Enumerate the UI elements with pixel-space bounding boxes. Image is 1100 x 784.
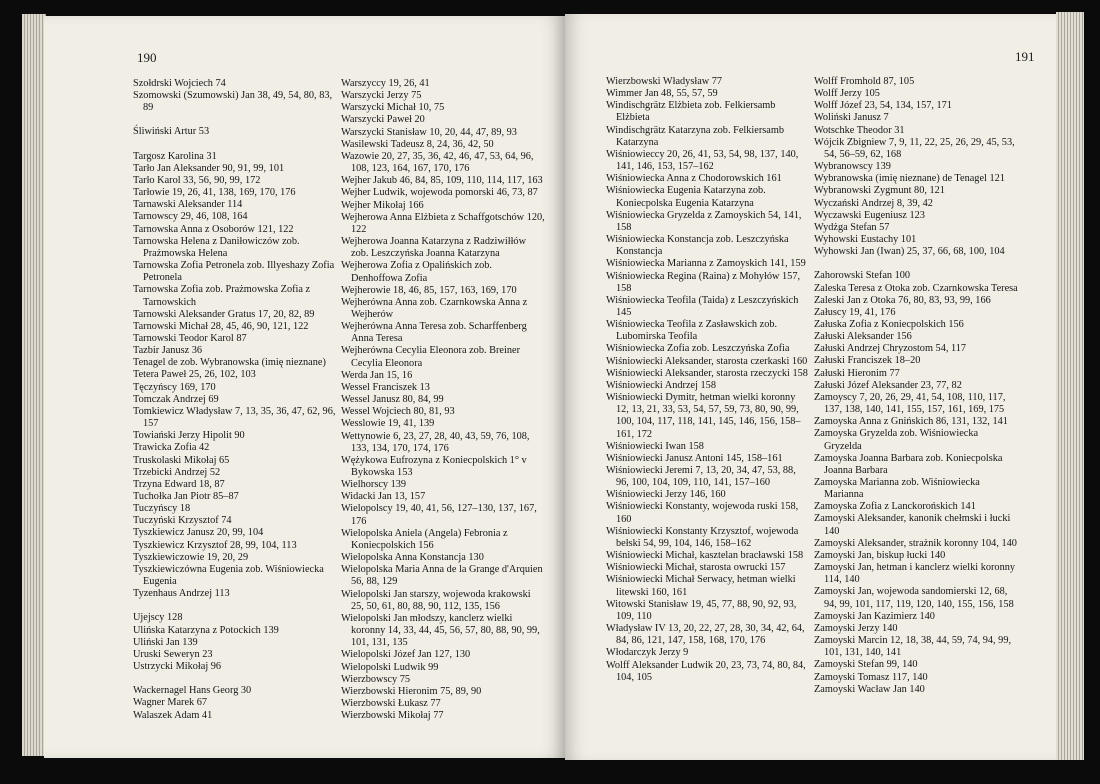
index-entry: Tarnowska Zofia Petronela zob. Illyeshazy Zofia Petronela [133,260,335,284]
index-entry: Wiśniowiecki Konstanty, wojewoda ruski 158, 160 [606,501,799,525]
index-entry: Załuska Zofia z Koniecpolskich 156 [814,318,964,330]
index-entry: Wasilewski Tadeusz 8, 24, 36, 42, 50 [341,138,494,150]
index-entry: Tarnowski Michał 28, 45, 46, 90, 121, 122 [133,320,309,332]
index-entry: Tazbir Janusz 36 [133,345,203,357]
index-entry: Władysław IV 13, 20, 22, 27, 28, 30, 34, 42, 64, 84, 86, 121, 147, 158, 168, 170, 176 [606,623,805,647]
index-gap [814,258,1018,270]
index-entry: Tarło Karol 33, 56, 90, 99, 172 [133,174,261,186]
index-entry: Windischgrätz Katarzyna zob. Felkiersamb Katarzyna [606,124,784,148]
index-gap [133,673,337,685]
index-entry: Wolff Jerzy 105 [814,88,880,100]
index-entry: Tarnowska Zofia zob. Prażmowska Zofia z Tarnowskich [133,284,311,308]
index-entry: Ujejscy 128 [133,612,183,624]
index-entry: Zamoyski Jerzy 140 [814,622,898,634]
index-entry: Warszycki Jerzy 75 [341,90,422,102]
index-entry: Wielopolski Jan młodszy, kanclerz wielki koronny 14, 33, 44, 45, 56, 57, 80, 88, 90, 99, 101, 131, 135 [341,612,540,649]
index-entry: Tetera Paweł 25, 26, 102, 103 [133,369,256,381]
index-entry: Wejherówna Cecylia Eleonora zob. Breiner Cecylia Eleonora [341,345,521,369]
index-entry: Włodarczyk Jerzy 9 [606,647,689,659]
index-entry: Wielhorscy 139 [341,479,407,491]
page-number-right: 191 [1015,49,1035,64]
index-entry: Wessel Wojciech 80, 81, 93 [341,406,455,418]
index-entry: Werda Jan 15, 16 [341,369,413,381]
index-entry: Wierzbowski Łukasz 77 [341,697,441,709]
index-entry: Tarnowscy 29, 46, 108, 164 [133,211,248,223]
index-entry: Załuski Józef Aleksander 23, 77, 82 [814,379,962,391]
index-entry: Wójcik Zbigniew 7, 9, 11, 22, 25, 26, 29, 45, 53, 54, 56–59, 62, 168 [814,136,1015,160]
index-entry: Wielopolska Anna Konstancja 130 [341,552,484,564]
index-entry: Tyszkiewicz Krzysztof 28, 99, 104, 113 [133,539,297,551]
index-entry: Witowski Stanisław 19, 45, 77, 88, 90, 92, 93, 109, 110 [606,598,797,622]
index-entry: Wierzbowski Mikołaj 77 [341,710,444,722]
index-entry: Wybranowscy 139 [814,161,891,173]
index-entry: Wiśniowiecki Michał, starosta owrucki 157 [606,562,786,574]
index-entry: Trawicka Zofia 42 [133,442,210,454]
index-entry: Wydżga Stefan 57 [814,221,890,233]
left-page-edges [22,14,46,756]
index-entry: Szomowski (Szumowski) Jan 38, 49, 54, 80, 83, 89 [133,90,333,114]
index-entry: Wielopolski Józef Jan 127, 130 [341,649,471,661]
index-entry: Wiśniowiecka Regina (Raina) z Mohyłów 157, 158 [606,270,801,294]
index-entry: Wielopolscy 19, 40, 41, 56, 127–130, 137, 167, 176 [341,503,537,527]
index-entry: Wejherowie 18, 46, 85, 157, 163, 169, 170 [341,284,517,296]
index-entry: Wiśniowiecki Andrzej 158 [606,379,716,391]
index-entry: Wazowie 20, 27, 35, 36, 42, 46, 47, 53, 64, 96, 108, 123, 164, 167, 170, 176 [341,150,534,175]
index-entry: Wessel Janusz 80, 84, 99 [341,394,444,406]
index-entry: Woliński Janusz 7 [814,112,889,124]
index-entry: Zamoyski Jan, biskup łucki 140 [814,549,946,561]
index-column-right-1 [606,76,810,684]
index-entry: Załuski Hieronim 77 [814,367,900,379]
index-entry: Zamoyska Zofia z Lanckorońskich 141 [814,501,976,513]
index-entry: Wybranowski Zygmunt 80, 121 [814,185,945,197]
index-entry: Wiśniowiecka Konstancja zob. Leszczyńska Konstancja [606,234,789,258]
index-entry: Zamoyski Aleksander, strażnik koronny 104, 140 [814,537,1017,549]
index-entry: Tarnowski Aleksander Gratus 17, 20, 82, 89 [133,308,315,320]
index-entry: Załuski Andrzej Chryzostom 54, 117 [814,343,967,355]
index-entry: Wiśniowiecka Zofia zob. Leszczyńska Zofia [606,343,790,355]
index-entry: Ulińska Katarzyna z Potockich 139 [133,624,279,636]
index-entry: Tyszkiewiczówna Eugenia zob. Wiśniowiecka Eugenia [133,563,324,588]
index-entry: Zamoyski Jan Kazimierz 140 [814,610,935,622]
index-column-left-2 [341,78,545,722]
index-entry: Tarnawski Aleksander 114 [133,199,243,211]
index-entry: Załuscy 19, 41, 176 [814,306,896,318]
index-entry: Zamoyska Anna z Gnińskich 86, 131, 132, 141 [814,416,1008,428]
index-entry: Wiśniowiecki Michał Serwacy, hetman wielki litewski 160, 161 [606,574,796,598]
index-entry: Wiśniowiecka Anna z Chodorowskich 161 [606,173,782,185]
index-entry: Wyczawski Eugeniusz 123 [814,209,925,221]
index-entry: Szołdrski Wojciech 74 [133,78,226,89]
index-entry: Wiśniowiecki Janusz Antoni 145, 158–161 [606,452,783,464]
index-entry: Wagner Marek 67 [133,697,208,709]
index-entry: Wejherówna Anna Teresa zob. Scharffenberg Anna Teresa [341,321,527,345]
index-entry: Tyzenhaus Andrzej 113 [133,588,230,600]
index-entry: Tyszkiewicz Janusz 20, 99, 104 [133,527,264,539]
index-entry: Walaszek Adam 41 [133,709,213,721]
index-entry: Zaleski Jan z Otoka 76, 80, 83, 93, 99, 166 [814,294,991,306]
index-entry: Ustrzycki Mikołaj 96 [133,661,222,673]
index-entry: Warszycki Paweł 20 [341,114,425,126]
index-entry: Zamoyski Jan, wojewoda sandomierski 12, 68, 94, 99, 101, 117, 119, 120, 140, 155, 156, 158 [814,586,1014,610]
index-entry: Tyszkiewiczowie 19, 20, 29 [133,551,249,563]
index-entry: Tuczyński Krzysztof 74 [133,515,232,527]
index-entry: Wiśniowieccy 20, 26, 41, 53, 54, 98, 137, 140, 141, 146, 153, 157–162 [606,148,799,173]
index-entry: Wejher Jakub 46, 84, 85, 109, 110, 114, 117, 163 [341,175,543,187]
index-entry: Tęczyńscy 169, 170 [133,381,216,393]
index-entry: Zamoyski Wacław Jan 140 [814,683,925,695]
index-entry: Zamoyska Joanna Barbara zob. Koniecpolska Joanna Barbara [814,452,1003,476]
index-gap [133,600,337,612]
index-entry: Wesslowie 19, 41, 139 [341,418,435,430]
index-entry: Wężykowa Eufrozyna z Koniecpolskich 1° v Bykowska 153 [341,454,527,478]
index-entry: Wejherówna Anna zob. Czarnkowska Anna z Wejherów [341,296,528,320]
index-entry: Wiśniowiecki Jerzy 146, 160 [606,489,726,501]
index-entry: Wierzbowscy 75 [341,673,411,685]
index-entry: Tomkiewicz Władysław 7, 13, 35, 36, 47, 62, 96, 157 [133,405,336,430]
index-entry: Zamoyski Marcin 12, 18, 38, 44, 59, 74, 94, 99, 101, 131, 140, 141 [814,635,1012,659]
index-entry: Warszycki Michał 10, 75 [341,102,445,114]
index-entry: Warszyccy 19, 26, 41 [341,78,430,89]
index-entry: Wiśniowiecki Jeremi 7, 13, 20, 34, 47, 53, 88, 96, 100, 104, 109, 110, 141, 157–160 [606,465,796,489]
index-entry: Wiśniowiecki Aleksander, starosta rzeczycki 158 [606,367,808,379]
index-entry: Tarnowski Teodor Karol 87 [133,332,247,344]
page-number-left: 190 [137,50,157,65]
index-entry: Wyhowski Jan (Iwan) 25, 37, 66, 68, 100, 104 [814,246,1005,258]
index-entry: Wolff Fromhold 87, 105 [814,76,915,87]
index-entry: Wiśniowiecka Eugenia Katarzyna zob. Koniecpolska Eugenia Katarzyna [606,185,766,209]
index-entry: Załuski Aleksander 156 [814,331,912,343]
index-entry: Tuczyńscy 18 [133,503,191,515]
index-entry: Śliwiński Artur 53 [133,126,210,138]
index-entry: Wyczański Andrzej 8, 39, 42 [814,197,933,209]
index-entry: Tarnowska Helena z Daniłowiczów zob. Prażmowska Helena [133,235,300,259]
index-entry: Wielopolski Ludwik 99 [341,661,439,673]
index-entry: Zaleska Teresa z Otoka zob. Czarnkowska Teresa [814,282,1018,294]
index-entry: Uliński Jan 139 [133,636,198,648]
index-entry: Zamoyski Tomasz 117, 140 [814,671,928,683]
index-entry: Targosz Karolina 31 [133,150,217,162]
index-entry: Wybranowska (imię nieznane) de Tenagel 121 [814,173,1005,185]
index-gap [133,114,337,126]
index-entry: Widacki Jan 13, 157 [341,491,426,503]
index-column-right-2 [814,76,1018,696]
index-entry: Zamoyscy 7, 20, 26, 29, 41, 54, 108, 110, 117, 137, 138, 140, 141, 155, 157, 161, 169, 175 [814,391,1006,416]
index-entry: Wiśniowiecka Teofila z Zasławskich zob. Lubomirska Teofila [606,319,778,343]
index-entry: Wimmer Jan 48, 55, 57, 59 [606,88,718,100]
index-entry: Wiśniowiecki Aleksander, starosta czerkaski 160 [606,355,808,367]
index-entry: Wejher Ludwik, wojewoda pomorski 46, 73, 87 [341,187,538,199]
index-entry: Wotschke Theodor 31 [814,124,905,136]
index-entry: Wejherowa Joanna Katarzyna z Radziwiłłów zob. Leszczyńska Joanna Katarzyna [341,236,527,260]
index-entry: Wielopolski Jan starszy, wojewoda krakowski 25, 50, 61, 80, 88, 90, 112, 135, 156 [341,588,531,612]
index-entry: Tenagel de zob. Wybranowska (imię nieznane) [133,357,326,369]
index-entry: Wiśniowiecki Dymitr, hetman wielki koronny 12, 13, 21, 33, 53, 54, 57, 59, 73, 80, 90, 99, 100, 104, 117, 118, 141, 145, 146, 156, 158–161, 172 [606,392,801,440]
index-entry: Wejherowa Anna Elżbieta z Schaffgotschów 120, 122 [341,211,545,235]
index-entry: Zamoyska Gryzelda zob. Wiśniowiecka Gryzelda [814,428,979,452]
index-entry: Załuski Franciszek 18–20 [814,355,921,367]
index-entry: Zamoyski Aleksander, kanonik chełmski i łucki 140 [814,513,1011,537]
index-entry: Zamoyski Jan, hetman i kanclerz wielki koronny 114, 140 [814,562,1016,586]
index-entry: Uruski Seweryn 23 [133,648,213,660]
index-entry: Zamoyska Marianna zob. Wiśniowiecka Marianna [814,477,980,501]
index-entry: Tarło Jan Aleksander 90, 91, 99, 101 [133,162,285,174]
index-entry: Tuchołka Jan Piotr 85–87 [133,491,239,502]
index-entry: Zahorowski Stefan 100 [814,270,911,282]
left-page [44,16,565,758]
index-entry: Towiański Jerzy Hipolit 90 [133,430,245,442]
index-entry: Wiśniowiecka Gryzelda z Zamoyskich 54, 141, 158 [606,209,802,233]
index-entry: Wiśniowiecki Konstanty Krzysztof, wojewoda bełski 54, 99, 104, 146, 158–162 [606,525,799,549]
index-entry: Tomczak Andrzej 69 [133,393,219,405]
index-entry: Wiśniowiecki Iwan 158 [606,440,704,452]
index-entry: Wielopolska Maria Anna de la Grange d'Arquien 56, 88, 129 [341,564,543,588]
index-entry: Wierzbowski Hieronim 75, 89, 90 [341,685,482,697]
index-entry: Tarnowska Anna z Osoborów 121, 122 [133,223,294,235]
index-entry: Zamoyski Stefan 99, 140 [814,659,918,671]
index-entry: Wiśniowiecka Teofila (Taida) z Leszczyńskich 145 [606,294,799,318]
index-entry: Wielopolska Aniela (Angela) Febronia z Koniecpolskich 156 [341,527,508,551]
index-entry: Wierzbowski Władysław 77 [606,76,723,87]
right-page [565,14,1056,760]
index-entry: Truskolaski Mikołaj 65 [133,454,230,466]
index-entry: Wejherowa Zofia z Opalińskich zob. Denhoffowa Zofia [341,260,492,284]
index-entry: Wejher Mikołaj 166 [341,199,424,211]
index-entry: Wessel Franciszek 13 [341,381,430,393]
index-entry: Warszycki Stanisław 10, 20, 44, 47, 89, 93 [341,126,517,138]
index-entry: Wiśniowiecki Michał, kasztelan bracławski 158 [606,550,804,562]
index-entry: Tarłowie 19, 26, 41, 138, 169, 170, 176 [133,187,296,199]
index-entry: Wettynowie 6, 23, 27, 28, 40, 43, 59, 76, 108, 133, 134, 170, 174, 176 [341,430,530,454]
index-entry: Wolff Józef 23, 54, 134, 157, 171 [814,100,952,112]
index-entry: Wiśniowiecka Marianna z Zamoyskich 141, 159 [606,258,806,270]
index-entry: Wyhowski Eustachy 101 [814,234,917,246]
right-page-edges [1056,12,1084,760]
index-entry: Wackernagel Hans Georg 30 [133,685,252,697]
index-entry: Wolff Aleksander Ludwik 20, 23, 73, 74, 80, 84, 104, 105 [606,659,806,683]
index-entry: Windischgrätz Elżbieta zob. Felkiersamb Elżbieta [606,100,776,124]
index-entry: Trzyna Edward 18, 87 [133,478,225,490]
index-column-left-1 [133,78,337,722]
index-entry: Trzebicki Andrzej 52 [133,466,221,478]
index-gap [133,139,337,151]
